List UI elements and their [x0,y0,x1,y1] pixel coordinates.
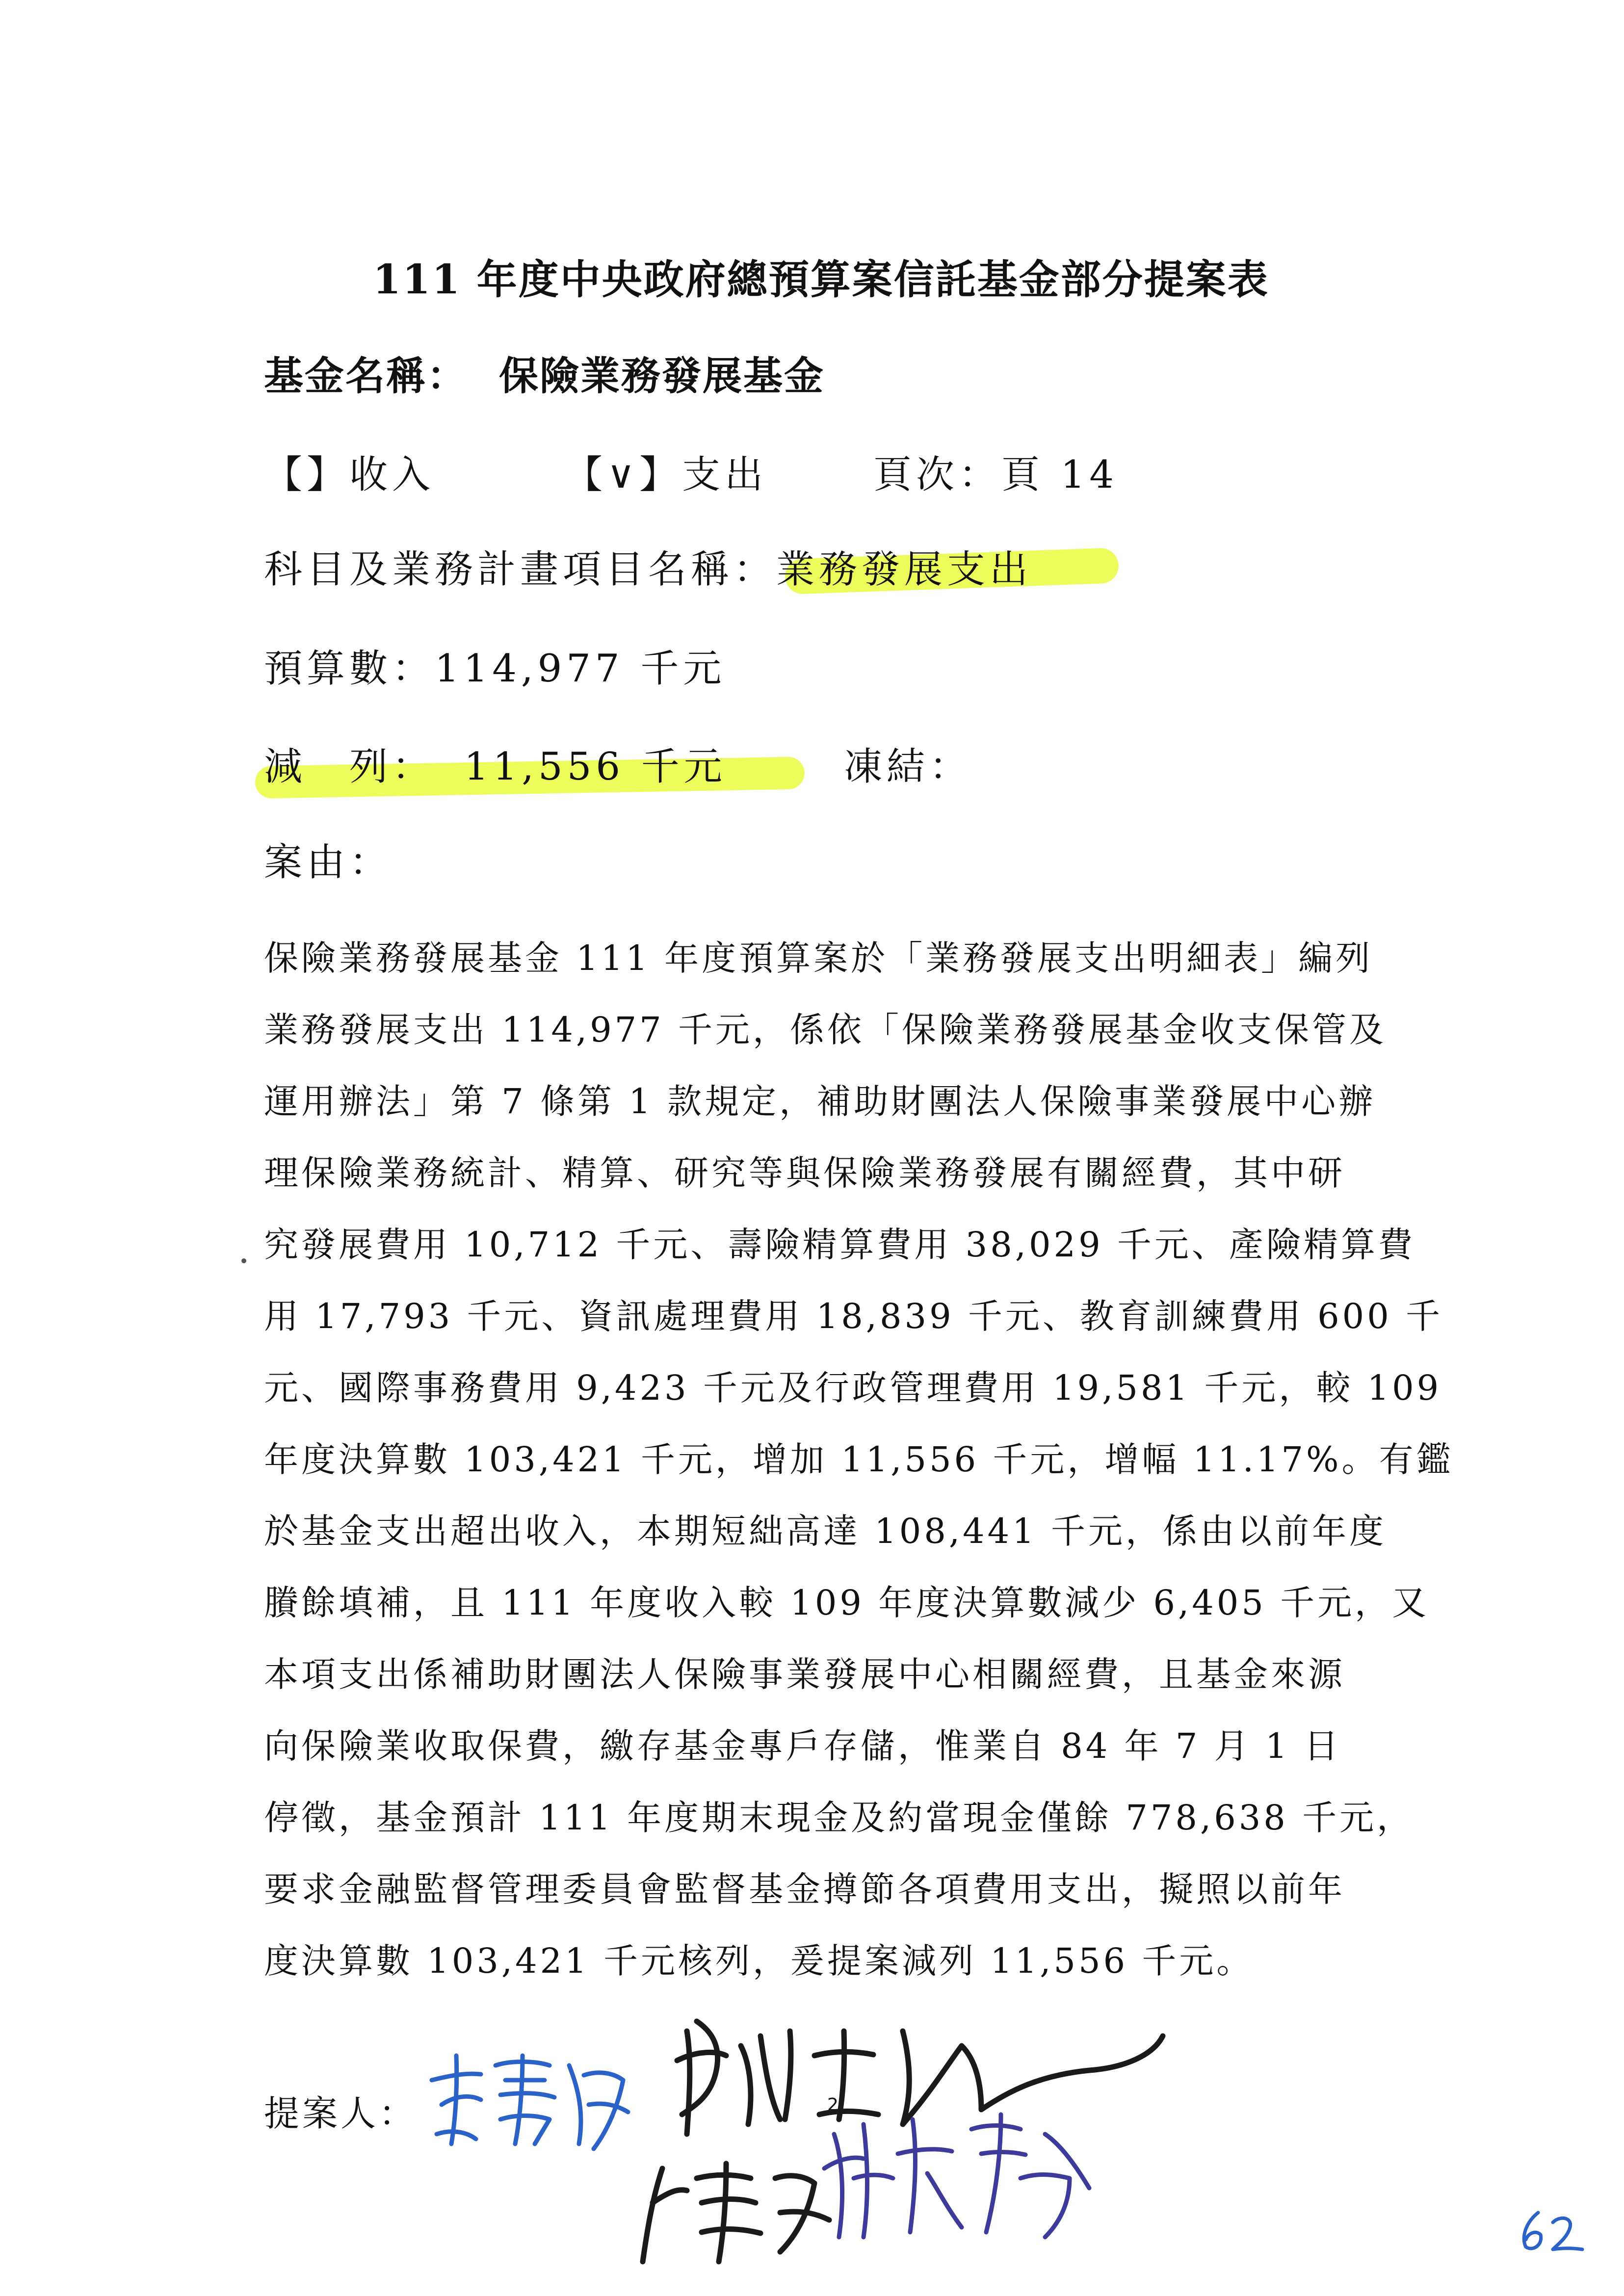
subject-label: 科目及業務計畫項目名稱： [264,548,777,592]
title: 111 年度中央政府總預算案信託基金部分提案表 [373,256,1269,303]
reason-body [264,922,1454,1997]
body-line: 於基金支出超出收入，本期短絀高達 108,441 千元，係由以前年度 [264,1511,1387,1551]
fund-name: 保險業務發展基金 [499,353,825,399]
body-line: 要求金融監督管理委員會監督基金撙節各項費用支出，擬照以前年 [264,1869,1345,1909]
fund-label: 基金名稱： [264,353,468,399]
signature-purple [814,2105,1109,2252]
body-line: 理保險業務統計、精算、研究等與保險業務發展有關經費，其中研 [264,1153,1345,1193]
cut-row [264,736,727,791]
margin-dot [241,1258,246,1263]
handwritten-page-mark [1511,2203,1590,2257]
body-line: 本項支出係補助財團法人保險事業發展中心相關經費，且基金來源 [264,1654,1345,1695]
income-checkbox: 【】收入 [264,453,435,497]
body-line: 用 17,793 千元、資訊處理費用 18,839 千元、教育訓練費用 600 千 [264,1296,1443,1336]
signature-blue [422,2046,638,2164]
page-number: 2 [827,2095,838,2115]
freeze-label: 凍結： [844,745,972,789]
expense-checkbox: 【∨】支出 [564,453,768,497]
reason-heading: 案由： [264,840,393,885]
fund-row [264,344,825,401]
body-line: 保險業務發展基金 111 年度預算案於「業務發展支出明細表」編列 [264,938,1373,978]
body-line: 度決算數 103,421 千元核列，爰提案減列 11,556 千元。 [264,1941,1254,1981]
page-reference: 頁次：頁 14 [873,453,1119,497]
proposer-label: 提案人： [264,2093,418,2134]
signature-black-bottom [633,2149,839,2271]
budget-amount: 預算數：114,977 千元 [264,647,726,691]
cut-value: 11,556 千元 [464,745,727,789]
subject-row [264,539,1032,594]
body-line: 究發展費用 10,712 千元、壽險精算費用 38,029 千元、產險精算費 [264,1225,1415,1265]
body-line: 業務發展支出 114,977 千元，係依「保險業務發展基金收支保管及 [264,1010,1387,1050]
body-line: 向保險業收取保費，繳存基金專戶存儲，惟業自 84 年 7 月 1 日 [264,1726,1341,1766]
body-line: 元、國際事務費用 9,423 千元及行政管理費用 19,581 千元，較 109 [264,1368,1442,1408]
body-line: 停徵，基金預計 111 年度期末現金及約當現金僅餘 778,638 千元， [264,1798,1414,1838]
subject-value: 業務發展支出 [776,548,1033,592]
body-line: 賸餘填補，且 111 年度收入較 109 年度決算數減少 6,405 千元，又 [264,1583,1430,1623]
body-line: 年度決算數 103,421 千元，增加 11,556 千元，增幅 11.17%。有鑑 [264,1439,1454,1480]
body-line: 運用辦法」第 7 條第 1 款規定，補助財團法人保險事業發展中心辦 [264,1081,1376,1122]
cut-label: 減 列： [264,745,435,789]
